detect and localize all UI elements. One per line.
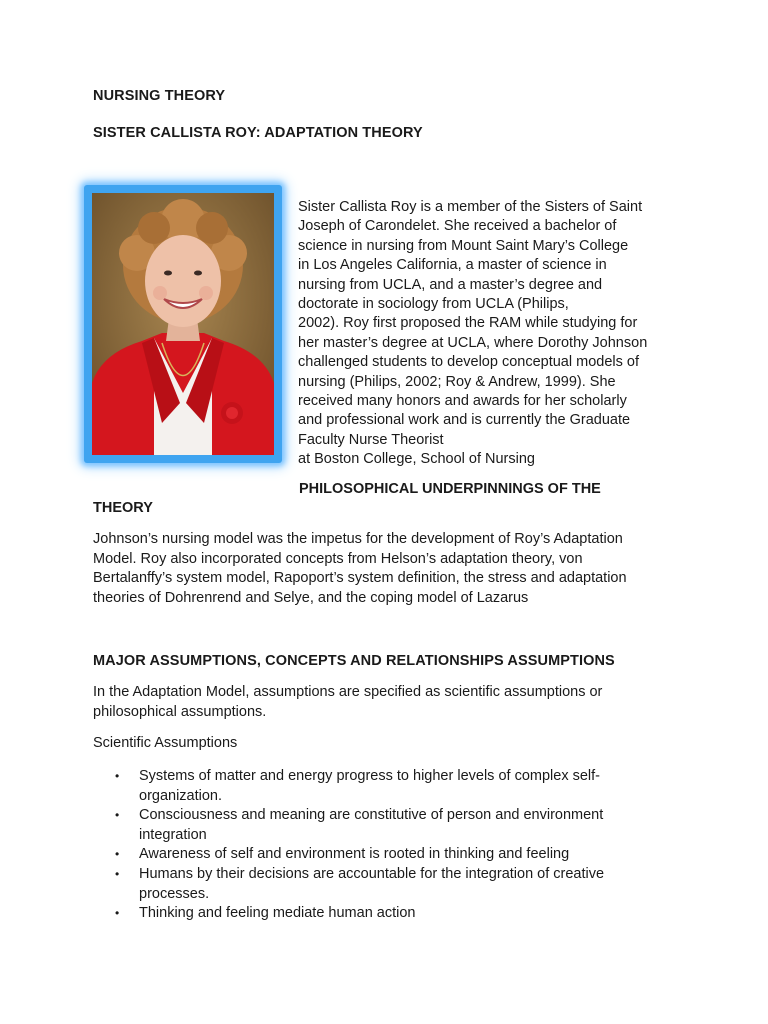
portrait-frame bbox=[84, 185, 282, 463]
bio-line: received many honors and awards for her scholarly bbox=[298, 393, 627, 410]
bio-line: in Los Angeles California, a master of science in bbox=[298, 257, 607, 274]
bullet-icon: • bbox=[115, 808, 120, 823]
philosophical-heading-part2: THEORY bbox=[93, 500, 153, 516]
assumptions-intro-line: In the Adaptation Model, assumptions are specified as scientific assumptions or bbox=[93, 684, 603, 700]
list-item bbox=[93, 806, 693, 845]
list-item-text: Awareness of self and environment is rooted in thinking and feeling bbox=[139, 846, 570, 863]
bio-line: science in nursing from Mount Saint Mary’s College bbox=[298, 237, 629, 254]
scientific-assumptions-label: Scientific Assumptions bbox=[93, 735, 238, 751]
bio-line: Sister Callista Roy is a member of the Sisters of Saint bbox=[298, 199, 643, 215]
assumptions-heading: MAJOR ASSUMPTIONS, CONCEPTS AND RELATIONSHIPS ASSUMPTIONS bbox=[93, 653, 615, 669]
philosophical-line: Johnson’s nursing model was the impetus for the development of Roy’s Adaptation bbox=[93, 531, 623, 547]
bullet-icon: • bbox=[115, 866, 120, 881]
portrait-photo bbox=[92, 193, 274, 455]
bio-line: at Boston College, School of Nursing bbox=[298, 451, 535, 468]
bio-line: challenged students to develop conceptual models of bbox=[298, 354, 639, 371]
philosophical-heading-part1: PHILOSOPHICAL UNDERPINNINGS OF THE bbox=[299, 481, 601, 497]
bio-line: Faculty Nurse Theorist bbox=[298, 431, 444, 448]
bullet-icon: • bbox=[115, 906, 120, 921]
list-item-text: Systems of matter and energy progress to higher levels of complex self- bbox=[139, 768, 600, 784]
philosophical-line: theories of Dohrenrend and Selye, and the coping model of Lazarus bbox=[93, 589, 529, 606]
philosophical-line: Bertalanffy’s system model, Rapoport’s system definition, the stress and adaptation bbox=[93, 570, 627, 587]
scientific-assumptions-list bbox=[93, 767, 693, 924]
list-item-text: integration bbox=[139, 826, 207, 843]
bio-line: 2002). Roy first proposed the RAM while studying for bbox=[298, 315, 638, 332]
bio-line: Joseph of Carondelet. She received a bachelor of bbox=[298, 218, 617, 235]
list-item-text: Thinking and feeling mediate human action bbox=[139, 905, 416, 922]
philosophical-paragraph bbox=[93, 530, 693, 608]
list-item bbox=[93, 904, 693, 924]
list-item-text: Humans by their decisions are accountable for the integration of creative bbox=[139, 865, 605, 882]
bullet-icon: • bbox=[115, 769, 120, 783]
list-item-text: organization. bbox=[139, 787, 223, 804]
list-item-text: processes. bbox=[139, 885, 210, 902]
biography-paragraph bbox=[298, 198, 688, 470]
assumptions-intro-paragraph bbox=[93, 683, 693, 722]
bullet-icon: • bbox=[115, 847, 120, 862]
bio-line: nursing (Philips, 2002; Roy & Andrew, 1999). She bbox=[298, 373, 616, 390]
document-subtitle: SISTER CALLISTA ROY: ADAPTATION THEORY bbox=[93, 125, 423, 141]
assumptions-intro-line: philosophical assumptions. bbox=[93, 703, 267, 720]
philosophical-line: Model. Roy also incorporated concepts from Helson’s adaptation theory, von bbox=[93, 550, 583, 567]
list-item-text: Consciousness and meaning are constitutive of person and environment bbox=[139, 807, 604, 824]
list-item bbox=[93, 845, 693, 865]
list-item bbox=[93, 865, 693, 904]
bio-line: nursing from UCLA, and a master’s degree and bbox=[298, 276, 603, 293]
bio-line: and professional work and is currently the Graduate bbox=[298, 412, 631, 429]
bio-line: her master’s degree at UCLA, where Dorothy Johnson bbox=[298, 334, 648, 351]
document-title: NURSING THEORY bbox=[93, 88, 226, 104]
list-item bbox=[93, 767, 693, 806]
portrait-illustration bbox=[92, 193, 274, 455]
bio-line: doctorate in sociology from UCLA (Philips, bbox=[298, 296, 569, 313]
